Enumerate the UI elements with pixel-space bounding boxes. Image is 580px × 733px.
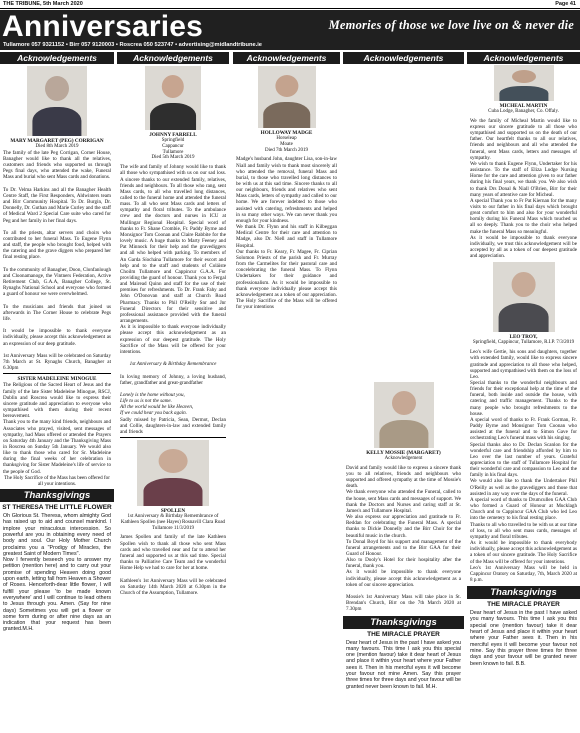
- section-banner: [0, 10, 580, 50]
- acknowledgements-heading: Acknowledgements: [233, 52, 340, 64]
- notice-name: LEO TROY,: [509, 334, 538, 341]
- prayer-title: THE MIRACLE PRAYER: [367, 630, 440, 638]
- column-3: Acknowledgements HOLLOWAY MADGE Horseleap Moate Died 7th March 2019 Madge's husband John, daughter Lisa, son-in-law Niall and family wish to thank most sincerely all who attended the removal, funeral Mass and burial, to those who travelled long distances to be with us at this sad time. Sincere thanks to all our neighbours, friends and relatives who sent Mass cards, letters of sympathy and called to our home. We are forever indebted to those who assisted with catering, refreshments and helped in so many other ways. We can never thank you enough for your kindness. We thank Dr. Flynn and his staff in Kilbeggan Medical Centre for their care and attention to Madge, also Dr. Niell and staff in Tullamore Hospital. Our thanks to Fr. Keary, Fr. Magee, Fr. Ciprian Solomon Priests of the parish and Fr. Murray from the Carmelites for their pastoral care and concelebrating the funeral Mass. To Flynn Undertakers for their guidance and professionalism. As it would be impossible to thank everyone individually please accept this acknowledgement as a token of our appreciation. The Holy Sacrifice of the Mass will be offered for your intentions: [233, 52, 340, 733]
- column-2: Acknowledgements JOHNNY FARRELL Springfield Cappancur Tullamore Died 5th March 2019 The wife and family of Johnny would like to thank all those who sympathised with us on our sad loss. A sincere thanks to our extended family, relatives, friends and neighbours. To all those who rang, sent Mass cards, to all who travelled long distances, called to the funeral home and attended the funeral mass. To all who sent Mass cards and letters of sympathy and floral tributes. To the ambulance crew and the doctors and nurses in ICU at Mullingar Regional Hospital. Special word of thanks to Fr. Shane Crombie, Fr. Paddy Byrne and Monsignor Tom Coonan and Claire Rabbite for the lovely music. A huge thanks to Marty Feeney and Pat Minnock for their help and the gravediggers and all who helped with parking. To members of An Garda Síochána Tullamore for their escort and help and to the staff and students of Coláiste Choilm Tullamore and Cappincur G.A.A. For providing the guard of honour. Thank you to Fergal and Mairead Quinn and staff for the use of their premises for refreshments. To Dr. Frank Fahy and John O'Donovan and staff at Church Road Pharmacy. Thanks to Phil O'Reilly Snr and Jnr Funeral Directors for their sensitive and professional assistance provided with the funeral arrangements. As it is impossible to thank everyone individually please accept this acknowledgement as an expression of our deepest gratitude. The Holy Sacrifice of the Mass will be offered for your intentions. 1st Anniversary & Birthday Remembrance In loving memory of Johnny, a loving husband, father, grandfather and great-grandfather Lonely is the home without you, Life to us is not the same. All the world would be like Heaven, If we could hear you back again. Sadly missed by Patricia, Sean, Dermot, Declan and Collie, daughters-in-law and extended family and friends SPOLLEN 1st Anniversary & Birthday Remembrance of Kathleen Spollen (nee Hayes) Rosnavill Clara Road Tullamore 11/3/2019 James Spollen and family of the late Kathleen Spollen wish to thank all those who sent Mass cards and who travelled near and far to attend her funeral and supported us at this sad time. Special thanks to Palliative Care Team and the wonderful Home Help we had to care for her at home. Kathleen's 1st Anniversary Mass will be celebrated on Saturday 14th March 2020 at 6.30pm in the Church of the Assumption, Tullamore.: [117, 52, 229, 733]
- notice-name: HOLLOWAY MADGE: [260, 130, 313, 136]
- portrait-photo: [494, 65, 554, 101]
- portrait-photo: [137, 440, 209, 506]
- notice-text: We the family of Micheal Martin would like to express our sincere gratitude to all those who sympathised and supported us on the death of our father. Our heartfelt thanks to all our relatives, friends and neighbours and all who attended the funeral, sent Mass cards, letters and messages of sympathy. We wish to thank Eugene Flynn, Undertaker for his assistance. To the staff of Eliza Lodge Nursing Home for the care and attention given to our father during his final years, we thank you. We also wish to thank Drs Donal & Niall O'Brien, Birr for their many years of attentive care for Micheal. A special Thank you to Fr Pat Kiernan for the many visits to our father in his final days which brought great comfort to him and also for your wonderful homily during his Funeral Mass which touched us all so deeply. Thank you to the choir who helped make the funeral Mass so meaningful. As it would be impossible to thank everyone individually, we trust this acknowledgement will be accepted by all as a token of our deepest gratitude and appreciation.: [470, 117, 577, 260]
- thanksgivings-heading: Thanksgivings: [0, 489, 114, 502]
- column-4: Acknowledgements KELLY MOSSIE (MARGARET) Acknowledgement David and family would like to express a sincere thank you to all relatives, friends and neighbours who supported and offered sympathy at the time of Mossie's death. We thank everyone who attended the Funeral, called to the house, sent Mass cards and messages of support. We thank the Doctors and Nurses and caring staff at St. James's and Tullamore Hospital. We also express our appreciation and gratitude to Fr. Reddan for celebrating the Funeral Mass. A special thanks to Dickie Donnelly and the Birr Choir for the beautiful music in the church. To Donal Boyd for his support and management of the funeral arrangements and to the Birr GAA for their Guard of Honour. Also to Dooly's Hotel for their hospitality after the funeral, thank you. As it would be impossible to thank everyone individually, please accept this acknowledgement as a token of our sincere appreciation. Mossie's 1st Anniversary Mass will take place in St. Brendan's Church, Birr on the 7th March 2020 at 7.30pm Thanksgivings THE MIRACLE PRAYER Dear heart of Jesus in the past I have asked you many favours. This time I ask you this special one (mention favour) take it dear heart of Jesus and place it within your heart where your Father sees it. Then in his merciful eyes it will become your favour not mine Amen. Say this prayer three times for three days and your favour will be granted never been known to fail. M.H.: [343, 52, 464, 733]
- thanksgivings-heading: Thanksgivings: [343, 616, 464, 629]
- notice-name: SISTER MADELEINE MINOGUE: [17, 376, 97, 383]
- divider: [3, 373, 111, 374]
- notice-name: MICHEAL MARTIN: [499, 103, 548, 109]
- notice-text: James Spollen and family of the late Kathleen Spollen wish to thank all those who sent Mass cards and who travelled near and far to attend her funeral and supported us at this sad time. Special thanks to Palliative Care Team and the wonderful Home Help we had to care for her at home. Kathleen's 1st Anniversary Mass will be celebrated on Saturday 14th March 2020 at 6.30pm in the Church of the Assumption, Tullamore.: [120, 534, 226, 596]
- notice-name: MARY MARGARET (PEG) CORRIGAN: [10, 138, 104, 144]
- divider: [120, 437, 226, 438]
- acknowledgements-heading: Acknowledgements: [467, 52, 580, 64]
- portrait-photo: [374, 382, 434, 448]
- notice-text: David and family would like to express a sincere thank you to all relatives, friends and neighbours who supported and offered sympathy at the time of Mossie's death. We thank everyone who attended the Funeral, called to the house, sent Mass cards and messages of support. We thank the Doctors and Nurses and caring staff at St. James's and Tullamore Hospital. We also express our appreciation and gratitude to Fr. Reddan for celebrating the Funeral Mass. A special thanks to Dickie Donnelly and the Birr Choir for the beautiful music in the church. To Donal Boyd for his support and management of the funeral arrangements and to the Birr GAA for their Guard of Honour. Also to Dooly's Hotel for their hospitality after the funeral, thank you. As it would be impossible to thank everyone individually, please accept this acknowledgement as a token of our sincere appreciation. Mossie's 1st Anniversary Mass will take place in St. Brendan's Church, Birr on the 7th March 2020 at 7.30pm: [346, 464, 461, 613]
- portrait-photo: [258, 66, 316, 128]
- notice-name: JOHNNY FARRELL: [149, 132, 197, 138]
- acknowledgements-heading: Acknowledgements: [117, 52, 229, 64]
- prayer-title: THE MIRACLE PRAYER: [487, 601, 560, 609]
- thanksgivings-heading: Thanksgivings: [467, 586, 580, 599]
- acknowledgements-heading: Acknowledgements: [0, 52, 114, 64]
- notice-text: The Religious of the Sacred Heart of Jesus and the family of the late Sister Madeleine Minogue, RSCJ, Dublin and Roscrea would like to express their sincere gratitude and appreciation to everyone who sympathised with them during their recent bereavement. Thank you to the many kind friends, neighbours and Associates who prayed, visited, sent messages of sympathy, had Mass offered or attended the Prayers on Saturday 4th January and the Thanksgiving Mass in Roscrea on Sunday 5th January. We would also like to thank those who cared for Sr. Madeleine during the final weeks of her celebration in thanksgiving for Sister Madeleine's life of service to the people of God. The Holy Sacrifice of the Mass has been offered for all your intentions.: [3, 382, 111, 487]
- portrait-photo: [145, 66, 201, 130]
- notice-name: SPOLLEN: [160, 508, 186, 515]
- page-header: [0, 0, 580, 9]
- section-title: Anniversaries: [2, 10, 204, 43]
- prayer-text: Dear heart of Jesus in the past I have asked you many favours. This time I ask you this special one (mention favour) take it dear heart of Jesus and place it within your heart where your Father sees it. Then in his merciful eyes it will become your favour not mine. Say this prayer three times for three days and your favour will be granted never been known to fail. B.B.: [470, 610, 577, 667]
- notice-date: Died 5th March 2019: [151, 155, 195, 161]
- page-number: Page 41: [555, 1, 576, 7]
- prayer-text: Dear heart of Jesus in the past I have asked you many favours. This time I ask you this special one (mention favour) take it dear heart of Jesus and place it within your heart where your Father sees it. Then in his merciful eyes it will become your favour not mine Amen. Say this prayer three times for three days and your favour will be granted never been known to fail. M.H.: [346, 639, 461, 690]
- prayer-text: Oh Glorious St. Theresa, whom almighty God has raised up to aid and counsel mankind. I implore your miraculous intercession. So powerful are you in obtaining every need of body and soul. Our Holy Mother Church proclaims you a "Prodigy of Miracles, the greatest Saint of Modern Times". Now I fervently beseech you to answer my petition (mention here) and to carry out your promise of spending Heaven doing good upon earth, letting fall from Heaven a Shower of Roses. Henceforth-dear little flower, I will fulfill your please 'to be made known everywhere' and I will continue to lead others to Jesus through you. Amen. (Say for nine days) Sometimes you will get a flower or some form during or after nine days as an indication that your request has been granted.M.H.: [3, 513, 111, 633]
- portrait-photo: [493, 262, 555, 332]
- prayer-title: ST THERESA THE LITTLE FLOWER: [2, 504, 112, 512]
- contact-line: Tullamore 057 9321152 • Birr 057 9120003 • Roscrea 050 523747 • advertising@midlandtribune.ie: [3, 42, 262, 48]
- section-tagline: Memories of those we love live on & never die: [328, 18, 574, 32]
- publication-date: THE TRIBUNE, 5th March 2020: [3, 1, 83, 7]
- portrait-photo: [27, 66, 87, 136]
- column-5: Acknowledgements MICHEAL MARTIN Cuba Lodge, Banagher, Co. Offaly. We the family of Micheal Martin would like to express our sincere gratitude to all those who sympathised and supported us on the death of our father. Our heartfelt thanks to all our relatives, friends and neighbours and all who attended the funeral, sent Mass cards, letters and messages of sympathy. We wish to thank Eugene Flynn, Undertaker for his assistance. To the staff of Eliza Lodge Nursing Home for the care and attention given to our father during his final years, we thank you. We also wish to thank Drs Donal & Niall O'Brien, Birr for their many years of attentive care for Micheal. A special Thank you to Fr Pat Kiernan for the many visits to our father in his final days which brought great comfort to him and also for your wonderful homily during his Funeral Mass which touched us all so deeply. Thank you to the choir who helped make the funeral Mass so meaningful. As it would be impossible to thank everyone individually, we trust this acknowledgement will be accepted by all as a token of our deepest gratitude and appreciation. LEO TROY, Springfield, Cappincur, Tullamore, R.I.P. 7/3/2019 Leo's wife Gertie, his sons and daughters, together with extended family, would like to express sincere gratitude and appreciation to all those who helped, supported and sympathised with them on the loss of Leo. Special thanks to the wonderful neighbours and friends for their exceptional help at the time of the funeral, both inside and outside the house, with catering and traffic management. Thanks to the many people who brought refreshments to the house. A special word of thanks to Fr. Frank Gorman, Fr. Paddy Byrne and Monsignor Tom Coonan who assisted at the funeral and to Simon Gave for orchestrating Leo's funeral mass with his singing. Special thanks also to Dr. Declan Scanlon for the wonderful care and friendship afforded by him to Leo over the last number of years. Grateful appreciation to the staff of Tullamore Hospital for their wonderful care and compassion to Leo and the family in his final days. We would also like to thank the Undertaker Phil O'Reilly as well as the gravediggers and those that assisted in any way over the days of the funeral. A special word of thanks to Drumcullen GAA Club who formed a Guard of Honour at Mucklagh Church and to Cappincur GAA Club who led Leo into the cemetery to his final resting place. Thanks to all who travelled to be with us at our time of loss, to all who sent mass cards, messages of sympathy and floral tributes. As it would be impossible to thank everybody individually, please accept this acknowledgement as a token of our sincere gratitude. The Holy Sacrifice of the Mass will be offered for your intentions. Leo's 1st Anniversary Mass will be held in Cappincur Oratory on Saturday, 7th, March 2020 at 8 p.m. Thanksgivings THE MIRACLE PRAYER Dear heart of Jesus in the past I have asked you many favours. This time I ask you this special one (mention favour) take it dear heart of Jesus and place it within your heart where your Father sees it. Then in his merciful eyes it will become your favour not mine. Say this prayer three times for three days and your favour will be granted never been known to fail. B.B.: [467, 52, 580, 733]
- column-1: [0, 52, 114, 733]
- notice-text: The wife and family of Johnny would like to thank all those who sympathised with us on our sad loss. A sincere thanks to our extended family, relatives, friends and neighbours. To all those who rang, sent Mass cards, to all who travelled long distances, called to the funeral home and attended the funeral mass. To all who sent Mass cards and letters of sympathy and floral tributes. To the ambulance crew and the doctors and nurses in ICU at Mullingar Regional Hospital. Special word of thanks to Fr. Shane Crombie, Fr. Paddy Byrne and Monsignor Tom Coonan and Claire Rabbite for the lovely music. A huge thanks to Marty Feeney and Pat Minnock for their help and the gravediggers and all who helped with parking. To members of An Garda Síochána Tullamore for their escort and help and to the staff and students of Coláiste Choilm Tullamore and Cappincur G.A.A. For providing the guard of honour. Thank you to Fergal and Mairead Quinn and staff for the use of their premises for refreshments. To Dr. Frank Fahy and John O'Donovan and staff at Church Road Pharmacy. Thanks to Phil O'Reilly Snr and Jnr Funeral Directors for their sensitive and professional assistance provided with the funeral arrangements. As it is impossible to thank everyone individually please accept this acknowledgement as an expression of our deepest gratitude. The Holy Sacrifice of the Mass will be offered for your intentions. 1st Anniversary & Birthday Remembrance In loving memory of Johnny, a loving husband, father, grandfather and great-grandfather Lonely is the home without you, Life to us is not the same. All the world would be like Heaven, If we could hear you back again. Sadly missed by Patricia, Sean, Dermot, Declan and Collie, daughters-in-law and extended family and friends: [120, 164, 226, 435]
- acknowledgements-heading: Acknowledgements: [343, 52, 464, 64]
- notice-date: Died 7th March 2019: [265, 147, 308, 153]
- notice-text: Madge's husband John, daughter Lisa, son-in-law Niall and family wish to thank most sincerely all who attended the removal, funeral Mass and burial, to those who travelled long distances to be with us at this sad time. Sincere thanks to all our neighbours, friends and relatives who sent Mass cards, letters of sympathy and called to our home. We are forever indebted to those who assisted with catering, refreshments and helped in so many other ways. We can never thank you enough for your kindness. We thank Dr. Flynn and his staff in Kilbeggan Medical Centre for their care and attention to Madge, also Dr. Niell and staff in Tullamore Hospital. Our thanks to Fr. Keary, Fr. Magee, Fr. Ciprian Solomon Priests of the parish and Fr. Murray from the Carmelites for their pastoral care and concelebrating the funeral Mass. To Flynn Undertakers for their guidance and professionalism. As it would be impossible to thank everyone individually please accept this acknowledgement as a token of our appreciation. The Holy Sacrifice of the Mass will be offered for your intentions: [236, 156, 337, 311]
- notice-text: Leo's wife Gertie, his sons and daughters, together with extended family, would like to express sincere gratitude and appreciation to all those who helped, supported and sympathised with them on the loss of Leo. Special thanks to the wonderful neighbours and friends for their exceptional help at the time of the funeral, both inside and outside the house, with catering and traffic management. Thanks to the many people who brought refreshments to the house. A special word of thanks to Fr. Frank Gorman, Fr. Paddy Byrne and Monsignor Tom Coonan who assisted at the funeral and to Simon Gave for orchestrating Leo's funeral mass with his singing. Special thanks also to Dr. Declan Scanlon for the wonderful care and friendship afforded by him to Leo over the last number of years. Grateful appreciation to the staff of Tullamore Hospital for their wonderful care and compassion to Leo and the family in his final days. We would also like to thank the Undertaker Phil O'Reilly as well as the gravediggers and those that assisted in any way over the days of the funeral. A special word of thanks to Drumcullen GAA Club who formed a Guard of Honour at Mucklagh Church and to Cappincur GAA Club who led Leo into the cemetery to his final resting place. Thanks to all who travelled to be with us at our time of loss, to all who sent mass cards, messages of sympathy and floral tributes. As it would be impossible to thank everybody individually, please accept this acknowledgement as a token of our sincere gratitude. The Holy Sacrifice of the Mass will be offered for your intentions. Leo's 1st Anniversary Mass will be held in Cappincur Oratory on Saturday, 7th, March 2020 at 8 p.m.: [470, 349, 577, 583]
- notice-text: The family of the late Peg Corrigan, Corner House, Banagher would like to thank all the relatives, customers and friends who supported us through Pegs final days, who attended the wake, Funeral Mass and burial who sent Mass cards and donations. To Dr. Velma Harkins and all the Banagher Health Centre Staff, the First Responders, Aldwinters team and Birr Community Hospital. To Dr. Burgin, Dr. Donnelly, Dr. Guthan and Marie Curley and the staff of Medical Ward 2 Special Care suite who cared for Peg and her family in her final days. To all the priests, altar servers and choirs who contributed to her funeral Mass. To Eugene Flynn and staff, the people who brought food, helped with the catering and the grave diggers who prepared her final resting place. To the community of Banagher, Doon, Clonfanlough and Cloonamanoge, the Vintners Federation, Active Retirement Club, G.A.A, Banagher College, St. Rynaghs National School and everyone who formed a guard of honour we were overwhelmed. To the musicians and friends that joined us afterwards in The Corner House to celebrate Pegs life. It would be impossible to thank everyone individually, please accept this acknowledgement as an expression of our deep gratitude. 1st Anniversary Mass will be celebrated on Saturday 7th March at St. Rynaghs Church, Banagher at 6.30pm: [3, 149, 111, 372]
- notice-name: KELLY MOSSIE (MARGARET): [366, 450, 441, 456]
- notice-date: Died 8th March 2019: [35, 144, 79, 149]
